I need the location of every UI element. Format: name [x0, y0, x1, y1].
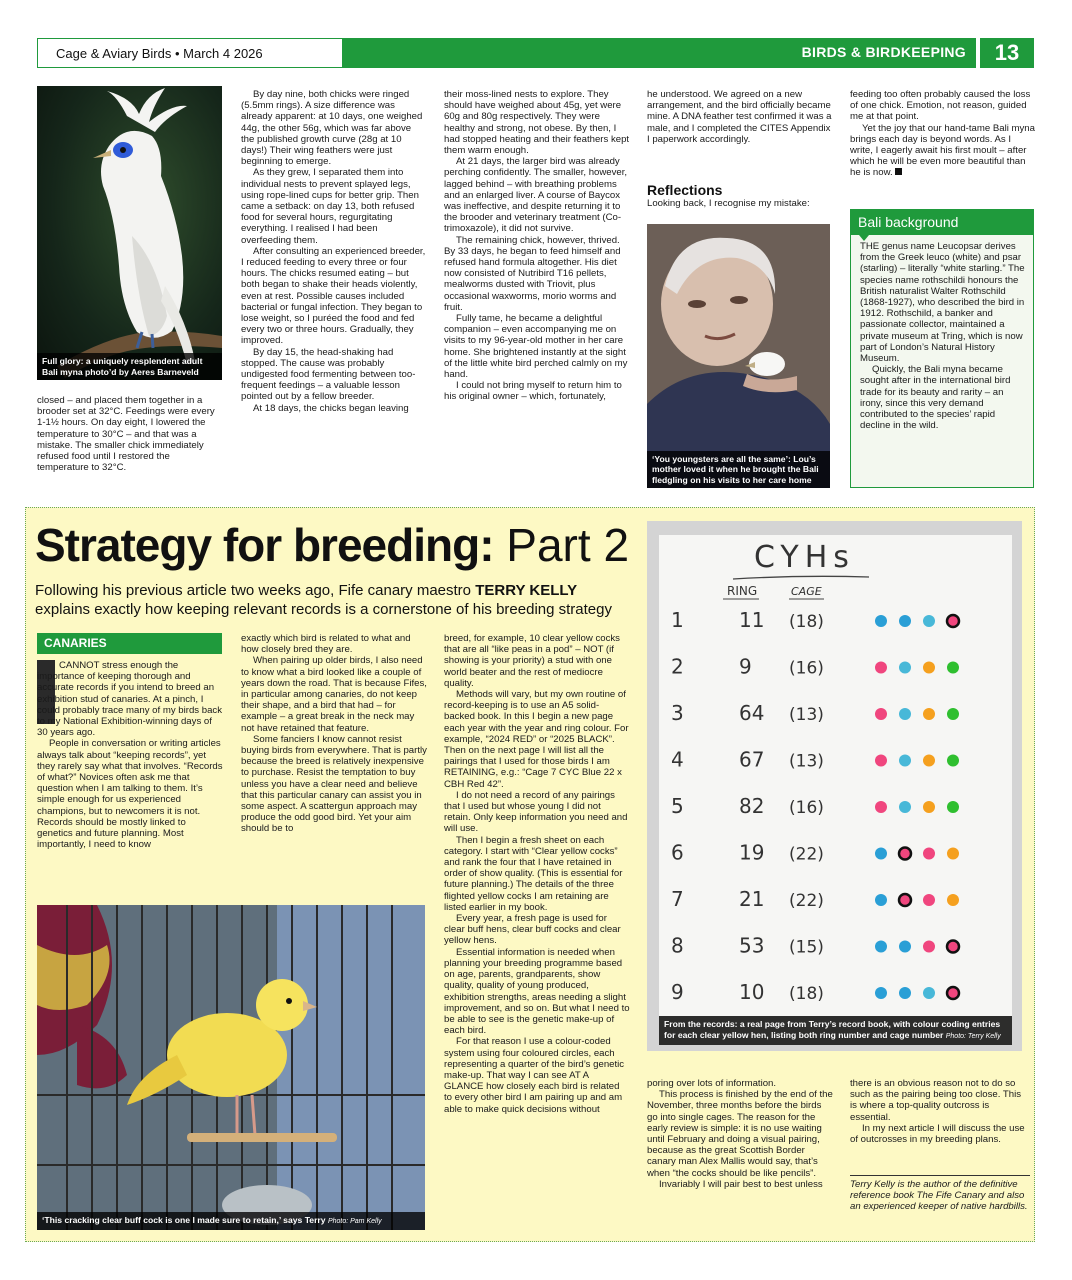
bali-photo-caption: Full glory: a uniquely resplendent adult Bali myna photo’d by Aeres Barneveld [37, 353, 222, 380]
ring-number: 67 [739, 747, 765, 772]
record-row [671, 934, 959, 958]
row-number: 4 [671, 747, 684, 772]
cage-number: (18) [789, 984, 824, 1004]
paragraph: Every year, a fresh page is used for clear buff hens, clear buff cocks and clear yellow hens. [444, 913, 621, 947]
colour-dot [875, 708, 887, 720]
cage-column-header: CAGE [791, 585, 822, 598]
paragraph: By day nine, both chicks were ringed (5.5mm rings). A size difference was already apparent: at 10 days, one weighed 44g, the other 56g, which was far above the published growth curve (28g at 10 days!) Their wing feathers were just beginning to emerge. [241, 89, 423, 168]
paragraph: CANNOT stress enough the importance of keeping thorough and accurate records if you intend to breed an exhibition stud of canaries. At a pinch, I could probably trace many of my birds back to my National Exhibition-winning days of 30 years ago. [37, 660, 223, 739]
colour-dot [947, 941, 959, 953]
record-row [671, 887, 959, 911]
colour-dot [899, 941, 911, 953]
colour-dot [875, 662, 887, 674]
paragraph: he understood. We agreed on a new arrangement, and the bird officially became mine. A DNA feather test confirmed it was a male, and I completed the CITES Appendix I paperwork accordingly. [647, 89, 832, 145]
reflections-text: Looking back, I recognise my mistake: [647, 198, 810, 209]
canary-photo-caption [37, 1212, 425, 1231]
paragraph: their moss-lined nests to explore. They should have weighed about 45g, yet were 60g and 80g respectively. They were healthy and strong, not obese. By then, I had stopped heating and their feathers kept them warm enough. [444, 89, 630, 157]
colour-dot [899, 894, 911, 906]
ring-number: 82 [739, 794, 765, 818]
records-photo-caption [659, 1016, 1012, 1045]
record-row [671, 841, 959, 865]
colour-dot [947, 662, 959, 674]
cage-number: (22) [789, 844, 824, 865]
sheet-title: CYHs [754, 540, 855, 575]
ring-number: 19 [739, 840, 765, 865]
paragraph: Invariably I will pair best to best unless [659, 1178, 823, 1190]
colour-dot [875, 894, 887, 906]
row-number: 6 [671, 840, 684, 865]
record-row [671, 655, 959, 679]
ring-number: 64 [739, 701, 765, 725]
cage-number: (16) [789, 798, 824, 818]
publication-line: Cage & Aviary Birds • March 4 2026 [56, 46, 263, 61]
paragraph: breed, for example, 10 clear yellow cocks that are all “like peas in a pod” – NOT (if showing is your priority) a stud with one world beater and the rest of mediocre quality. [444, 633, 620, 689]
paragraph: Then I begin a fresh sheet on each category. I start with “Clear yellow cocks” and rank the four that I have retained in order of show quality. (This is essential for future planning.) The details of the three flighted yellow cocks I am retaining are listed earlier in my book. [444, 834, 623, 913]
cage-number: (15) [789, 937, 824, 958]
feature-headline [35, 517, 629, 573]
bali-myna-photo [37, 86, 222, 380]
paragraph: People in conversation or writing articles always talk about “keeping records”, yet they rarely say what that involves. “Records of what?” Novices often ask me that question when I am talking to them. It’s simple enough for us experienced champions, but to newcomers it is not. Records should be mostly linked to genetics and future planning. Most importantly, I need to know [37, 738, 223, 851]
colour-dot [923, 755, 935, 767]
paragraph: exactly which bird is related to what and how closely bred they are. [241, 633, 411, 656]
row-number: 3 [671, 701, 684, 725]
paragraph: there is an obvious reason not to do so such as the pairing being too close. This is where a top-quality outcross is essential. [850, 1078, 1022, 1123]
mother-photo-caption: ‘You youngsters are all the same’: Lou’s mother loved it when he brought the Bali fledgling on his visits to her care home [647, 451, 830, 489]
record-row [671, 701, 959, 725]
bali-box-title: Bali background [858, 214, 959, 230]
feature-column-2 [241, 633, 427, 835]
record-row [671, 980, 959, 1004]
ring-number: 9 [739, 654, 752, 679]
record-row [671, 608, 959, 632]
colour-dot [899, 615, 911, 627]
ring-number: 53 [739, 933, 765, 958]
paragraph: By day 15, the head-shaking had stopped. The cause was probably undigested food fermenting between too-frequent feedings – a valuable lesson pointed out by a fellow breeder. [241, 346, 416, 403]
bali-column-3 [444, 89, 630, 403]
paragraph: When pairing up older birds, I also need to know what a bird looked like a couple of years down the road. That is because Fifes, in particular among canaries, do not keep their shape, and a bird that had – for example – a great break in the neck may not have retained that feature. [241, 655, 427, 734]
paragraph: In my next article I will discuss the use of outcrosses in my breeding plans. [850, 1122, 1025, 1146]
paragraph: This process is finished by the end of the November, three months before the birds go into single cages. The reason for the early review is simple: it is no use waiting until February and doing a visual pairing, because as the great Scottish Border canary man Alex Mallis would say, that’s when “the cocks should be like pencils”. [647, 1089, 833, 1179]
bali-column-1 [37, 395, 223, 473]
record-sheet [659, 535, 1012, 1045]
section-label: BIRDS & BIRDKEEPING [801, 44, 966, 60]
row-number: 5 [671, 794, 684, 818]
paragraph: At 18 days, the chicks began leaving [253, 402, 409, 414]
colour-dot [875, 848, 887, 860]
row-number: 1 [671, 608, 684, 632]
colour-dot [875, 755, 887, 767]
colour-dot [875, 801, 887, 813]
cage-number: (22) [789, 891, 824, 911]
feature-column-3 [444, 633, 630, 1115]
paragraph: poring over lots of information. [647, 1078, 777, 1089]
colour-dot [947, 848, 959, 860]
colour-dot [923, 894, 935, 906]
paragraph: After consulting an experienced breeder, I reduced feeding to every three or four hours. The chicks resumed eating – but both began to shake their heads violently, even at rest. Possible causes included bacterial or fungal infection. They began to lose weight, so I puréed the food and fed every two or three hours. Gradually, they improved. [241, 245, 426, 347]
headline-part: Part 2 [493, 519, 630, 571]
colour-dot [947, 708, 959, 720]
colour-dot [947, 755, 959, 767]
bali-column-4 [647, 89, 833, 145]
standfirst-pre: Following his previous article two weeks ago, Fife canary maestro [35, 582, 476, 599]
canary-caption-text: ‘This cracking clear buff cock is one I made sure to retain,’ says Terry [42, 1214, 326, 1225]
colour-dot [947, 615, 959, 627]
colour-dot [899, 662, 911, 674]
feature-column-1 [37, 660, 223, 850]
colour-dot [923, 987, 935, 999]
mother-with-bird-photo [647, 224, 830, 488]
paragraph: At 21 days, the larger bird was already perching confidently. The smaller, however, lagged behind – with breathing problems and an enlarged liver. A course of Baycox was ineffective, and despite returning it to the brooder and veterinary treatment (Co-trimoxazole), it did not survive. [444, 156, 628, 235]
ring-number: 10 [739, 980, 765, 1004]
colour-dot [875, 941, 887, 953]
colour-dot [923, 941, 935, 953]
standfirst-post: explains exactly how keeping relevant records is a cornerstone of his breeding strategy [35, 601, 612, 618]
paragraph: Methods will vary, but my own routine of record-keeping is to use an A5 solid-backed book. In this I begin a new page each year with the year and ring colour. For example, “2024 RED” or “2025 BLACK”. Then on the next page I will list all the pairings that I used for those birds I am RETAINING, e.g.: “Cage 7 CYC Blue 22 x CBH Red 42”. [444, 689, 629, 790]
row-number: 2 [671, 654, 684, 679]
paragraph: Essential information is needed when planning your breeding programme based on age, parents, grandparents, show quality, quality of young produced, exhibition strengths, areas needing a slight improvement, and so on. But what I need to be able to see is the genetic make-up of each bird. [444, 946, 630, 1037]
feature-column-4 [647, 1078, 833, 1190]
headline-bold: Strategy for breeding: [35, 519, 494, 571]
colour-dot [923, 708, 935, 720]
record-row [671, 748, 959, 772]
paragraph: Some fanciers I know cannot resist buying birds from everywhere. That is partly because the breed is relatively inexpensive to purchase. Resist the temptation to buy unless you have a clear need and believe that this particular canary can assist you in some aspect. A scattergun approach may produce the odd good bird. Yet your aim should be to [241, 733, 427, 835]
row-number: 8 [671, 933, 684, 958]
colour-dot [899, 801, 911, 813]
paragraph: As they grew, I separated them into individual nests to prevent splayed legs, using rope-lined cups for better grip. Then came a setback: on day 13, both refused food for several hours, regurgitating everything. I realised I had been overfeeding them. [241, 167, 419, 246]
bali-column-2 [241, 89, 427, 414]
feature-standfirst [35, 581, 635, 619]
paragraph: THE genus name Leucopsar derives from the Greek leuco (white) and psar (starling) – literally “white starling.” The species name rothschildi honours the British naturalist Walter Rothschild (1868-1927), who described the bird in 1912. Rothschild, a banker and passionate collector, maintained a private museum at Tring, which is now part of London’s Natural History Museum. [860, 241, 1025, 365]
colour-dot [899, 755, 911, 767]
paragraph: The remaining chick, however, thrived. By 33 days, he began to feed himself and refused hand formula altogether. His diet now consisted of Nutribird T16 pellets, mealworms dusted with Triovit, plus occasional waxworms, morio worms and fruit. [444, 234, 621, 313]
cage-number: (16) [789, 658, 824, 679]
paragraph: closed – and placed them together in a brooder set at 32°C. Feedings were every 1-1½ hours. On day eight, I lowered the temperature to 30°C – and that was a mistake. The smaller chick immediately refused food until I restored the temperature to 32°C. [37, 395, 215, 474]
end-of-article-mark [895, 168, 902, 175]
bali-myna-illustration [37, 86, 222, 380]
colour-dot [899, 987, 911, 999]
row-number: 7 [671, 887, 684, 911]
record-book-page-photo [659, 535, 1012, 1045]
canary-illustration [37, 905, 425, 1230]
paragraph [850, 123, 1036, 179]
canary-photo-credit: Photo: Pam Kelly [327, 1217, 382, 1225]
paragraph: For that reason I use a colour-coded system using four coloured circles, each representing a quarter of the bird’s genetic make-up. That way I can see AT A GLANCE how closely each bird is related to every other bird I am pairing up and am able to make quick decisions without [444, 1036, 625, 1115]
records-caption-text: From the records: a real page from Terry’s record book, with colour coding entries for each clear yellow hen, listing both ring number and cage number [664, 1019, 1001, 1040]
colour-dot [923, 848, 935, 860]
reflections-block [647, 182, 833, 209]
colour-dot [899, 848, 911, 860]
colour-dot [947, 987, 959, 999]
colour-dot [923, 801, 935, 813]
author-bio: Terry Kelly is the author of the definitive reference book The Fife Canary and also an experienced keeper of native hardbills. [850, 1175, 1030, 1213]
cage-number: (13) [789, 751, 824, 772]
bali-column-5 [850, 89, 1036, 179]
colour-dot [875, 987, 887, 999]
cage-number: (13) [789, 705, 824, 725]
mother-illustration [647, 224, 830, 488]
page-number: 13 [994, 40, 1020, 65]
bali-box-body [860, 241, 1025, 431]
paragraph: I do not need a record of any pairings that I used but whose young I did not retain. Only keep information you need and will use. [444, 789, 628, 835]
colour-dot [947, 894, 959, 906]
canary-photo [37, 905, 425, 1230]
bali-box-header [851, 210, 1033, 235]
colour-dot [899, 708, 911, 720]
records-photo-credit: Photo: Terry Kelly [945, 1032, 1001, 1040]
record-row [671, 794, 959, 818]
header-publication-box [37, 38, 342, 68]
category-text: CANARIES [44, 636, 107, 650]
category-label [37, 633, 222, 654]
row-number: 9 [671, 980, 684, 1004]
standfirst-author: TERRY KELLY [475, 582, 578, 599]
ring-column-header: RING [727, 584, 758, 598]
ring-number: 21 [739, 887, 765, 911]
paragraph-text: Yet the joy that our hand-tame Bali myna brings each day is beyond words. As I write, I eagerly await his first moult – after which he will be even more beautiful than he is now. [850, 122, 1035, 179]
header-section-bar [342, 38, 976, 68]
colour-dot [875, 615, 887, 627]
colour-dot [923, 662, 935, 674]
paragraph: I could not bring myself to return him to his original owner – which, fortunately, [444, 380, 622, 403]
paragraph: Quickly, the Bali myna became sought after in the international bird trade for its beauty and rarity – an irony, since this very demand contributed to the species’ rapid decline in the wild. [860, 364, 1011, 432]
colour-dot [923, 615, 935, 627]
ring-number: 11 [739, 608, 765, 632]
reflections-heading: Reflections [647, 182, 723, 198]
colour-dot [947, 801, 959, 813]
paragraph: Fully tame, he became a delightful companion – even accompanying me on visits to my 96-year-old mother in her care home. She brightened instantly at the sight of the little white bird perched calmly on my hand. [444, 313, 628, 381]
paragraph: feeding too often probably caused the loss of one chick. Emotion, not reason, guided me at that point. [850, 89, 1031, 123]
bali-background-box [850, 209, 1034, 488]
record-rows [671, 608, 959, 1004]
page-number-box [980, 38, 1034, 68]
cage-number: (18) [789, 612, 824, 632]
feature-column-5 [850, 1078, 1030, 1145]
